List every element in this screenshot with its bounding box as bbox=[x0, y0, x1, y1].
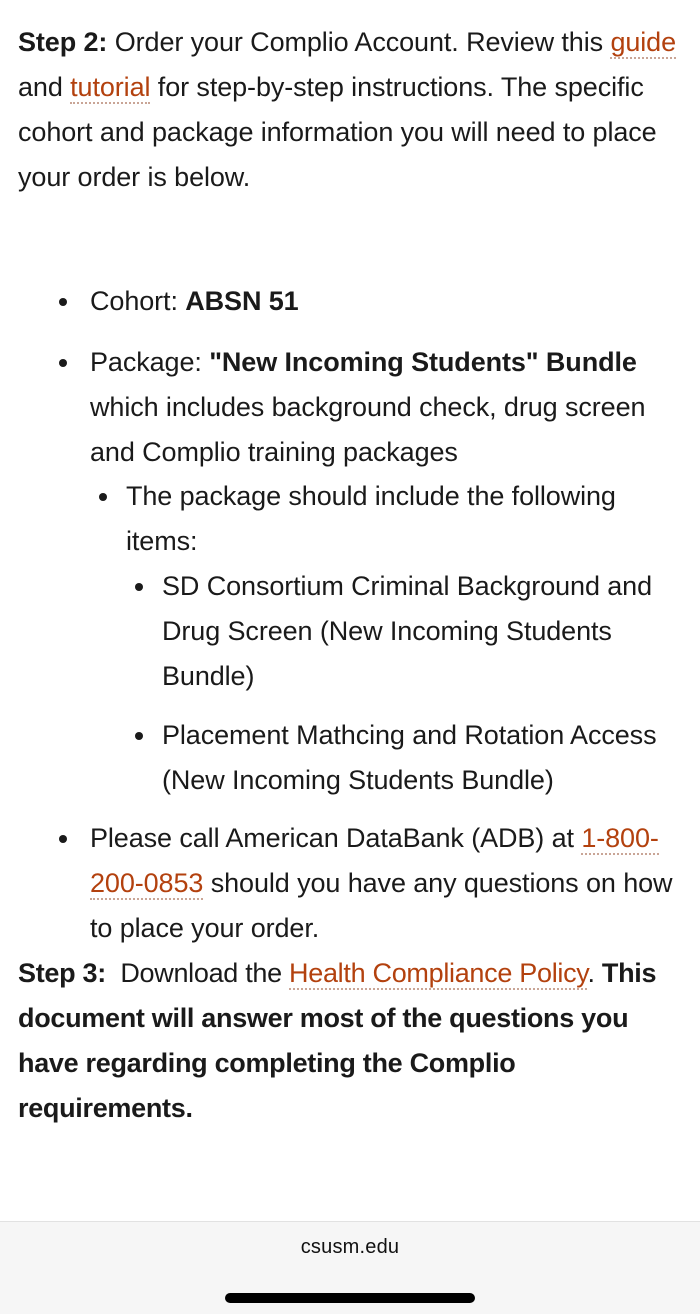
call-text-rest: should you have any questions on how to place your order. bbox=[90, 868, 673, 943]
address-bar-domain[interactable]: csusm.edu bbox=[300, 1236, 400, 1258]
step2-text-and: and bbox=[18, 72, 71, 102]
step2-text: Order your Complio Account. Review this bbox=[107, 27, 611, 57]
guide-link[interactable]: guide bbox=[610, 27, 677, 57]
package-includes-text: The package should include the following items: bbox=[126, 481, 616, 556]
item-placement-text: Placement Mathcing and Rotation Access (New Incoming Students Bundle) bbox=[162, 720, 657, 795]
tutorial-link[interactable]: tutorial bbox=[70, 72, 151, 102]
health-compliance-policy-link[interactable]: Health Compliance Policy bbox=[289, 958, 588, 988]
item-background-check-text: SD Consortium Criminal Background and Drug Screen (New Incoming Students Bundle) bbox=[162, 571, 653, 691]
article-content bbox=[18, 20, 688, 1131]
phone-link[interactable]: 1-800-200-0853 bbox=[90, 823, 659, 898]
step3-bold-text: This document will answer most of the questions you have regarding completing the Complio requirements. bbox=[18, 958, 657, 1123]
list-item-package-includes bbox=[126, 474, 688, 803]
list-item-package bbox=[90, 340, 688, 803]
step3-period: . bbox=[587, 958, 595, 988]
package-items-list bbox=[126, 564, 688, 803]
step2-label: Step 2: bbox=[18, 27, 108, 57]
list-item-placement bbox=[162, 713, 688, 803]
step3-text: Download the bbox=[105, 958, 290, 988]
list-item-cohort bbox=[90, 279, 688, 324]
order-info-list bbox=[18, 279, 688, 951]
cohort-value: ABSN 51 bbox=[185, 286, 299, 316]
step3-label: Step 3: bbox=[18, 958, 106, 988]
browser-bottom-bar bbox=[0, 1221, 700, 1314]
list-item-background-check bbox=[162, 564, 688, 699]
cohort-label: Cohort: bbox=[90, 286, 186, 316]
step2-paragraph bbox=[18, 20, 688, 200]
package-label: Package: bbox=[90, 347, 210, 377]
step3-paragraph bbox=[18, 951, 688, 1131]
step2-text-rest: for step-by-step instructions. The specific cohort and package information you will need to place your order is below. bbox=[18, 72, 657, 192]
home-indicator[interactable] bbox=[225, 1293, 475, 1303]
package-description: which includes background check, drug screen and Complio training packages bbox=[90, 392, 646, 467]
package-value: "New Incoming Students" Bundle bbox=[209, 347, 637, 377]
call-text: Please call American DataBank (ADB) at bbox=[90, 823, 582, 853]
list-item-call-adb bbox=[90, 816, 688, 951]
package-sublist bbox=[90, 474, 688, 803]
